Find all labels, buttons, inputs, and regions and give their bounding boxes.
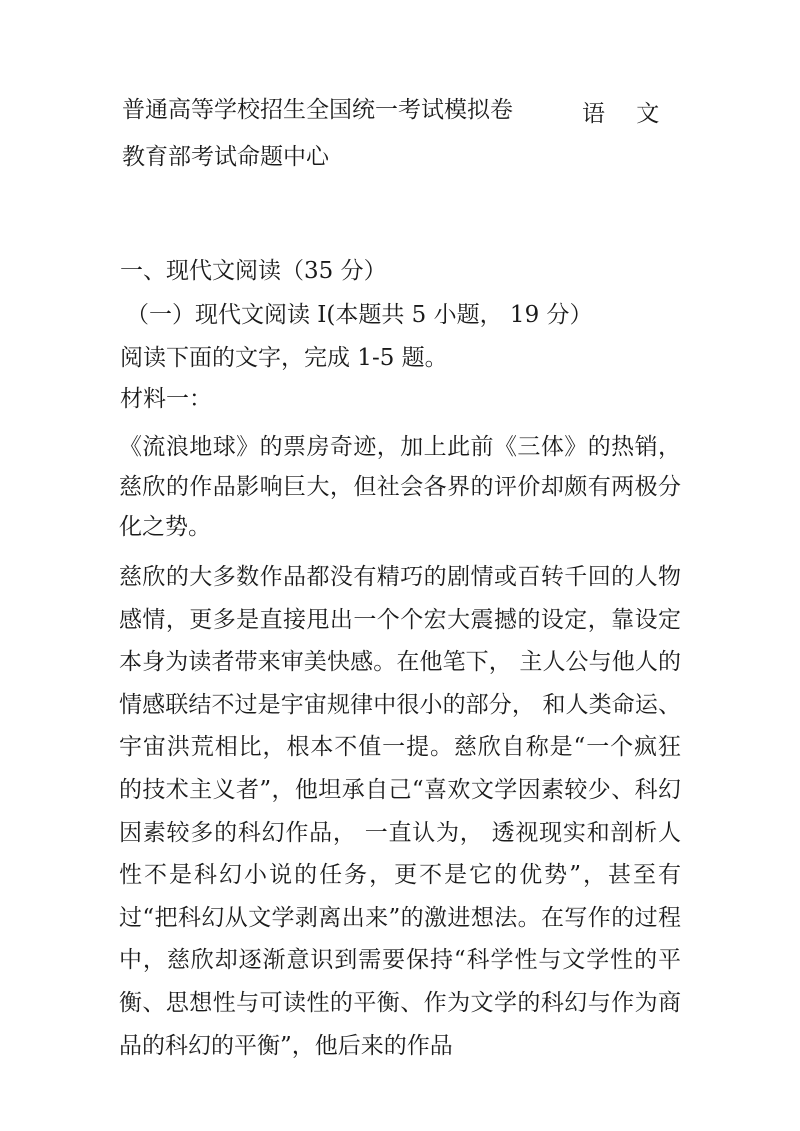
section-heading: 一、现代文阅读（35 分） [120, 258, 387, 284]
subsection-heading: （一）现代文阅读 I(本题共 5 小题， 19 分） [126, 302, 593, 328]
material-label: 材料一： [120, 386, 212, 412]
reading-instruction: 阅读下面的文字，完成 1-5 题。 [120, 345, 448, 371]
paragraph-2: 慈欣的大多数作品都没有精巧的剧情或百转千回的人物感情，更多是直接甩出一个个宏大震撼的设定，靠设定本身为读者带来审美快感。在他笔下， 主人公与他人的情感联结不过是宇宙规律中很小的部分， 和人类命运、宇宙洪荒相比，根本不值一提。慈欣自称是“一个疯狂的技术主义者”，他坦承自己“喜欢文学因素较少、科幻因素较多的科幻作品， 一直认为， 透视现实和剖析人性不是科幻小说的任务，更不是它的优势”，甚至有过“把科幻从文学剥离出来”的激进想法。在写作的过程中，慈欣却逐渐意识到需要保持“科学性与文学性的平衡、思想性与可读性的平衡、作为文学的科幻与作为商品的科幻的平衡”，他后来的作品 [119, 564, 681, 1059]
exam-subject: 语 文 [582, 101, 672, 127]
exam-organization: 教育部考试命题中心 [122, 144, 329, 170]
exam-title: 普通高等学校招生全国统一考试模拟卷 [122, 97, 513, 123]
paragraph-1: 《流浪地球》的票房奇迹，加上此前《三体》的热销，慈欣的作品影响巨大，但社会各界的评价却颇有两极分化之势。 [119, 434, 681, 540]
